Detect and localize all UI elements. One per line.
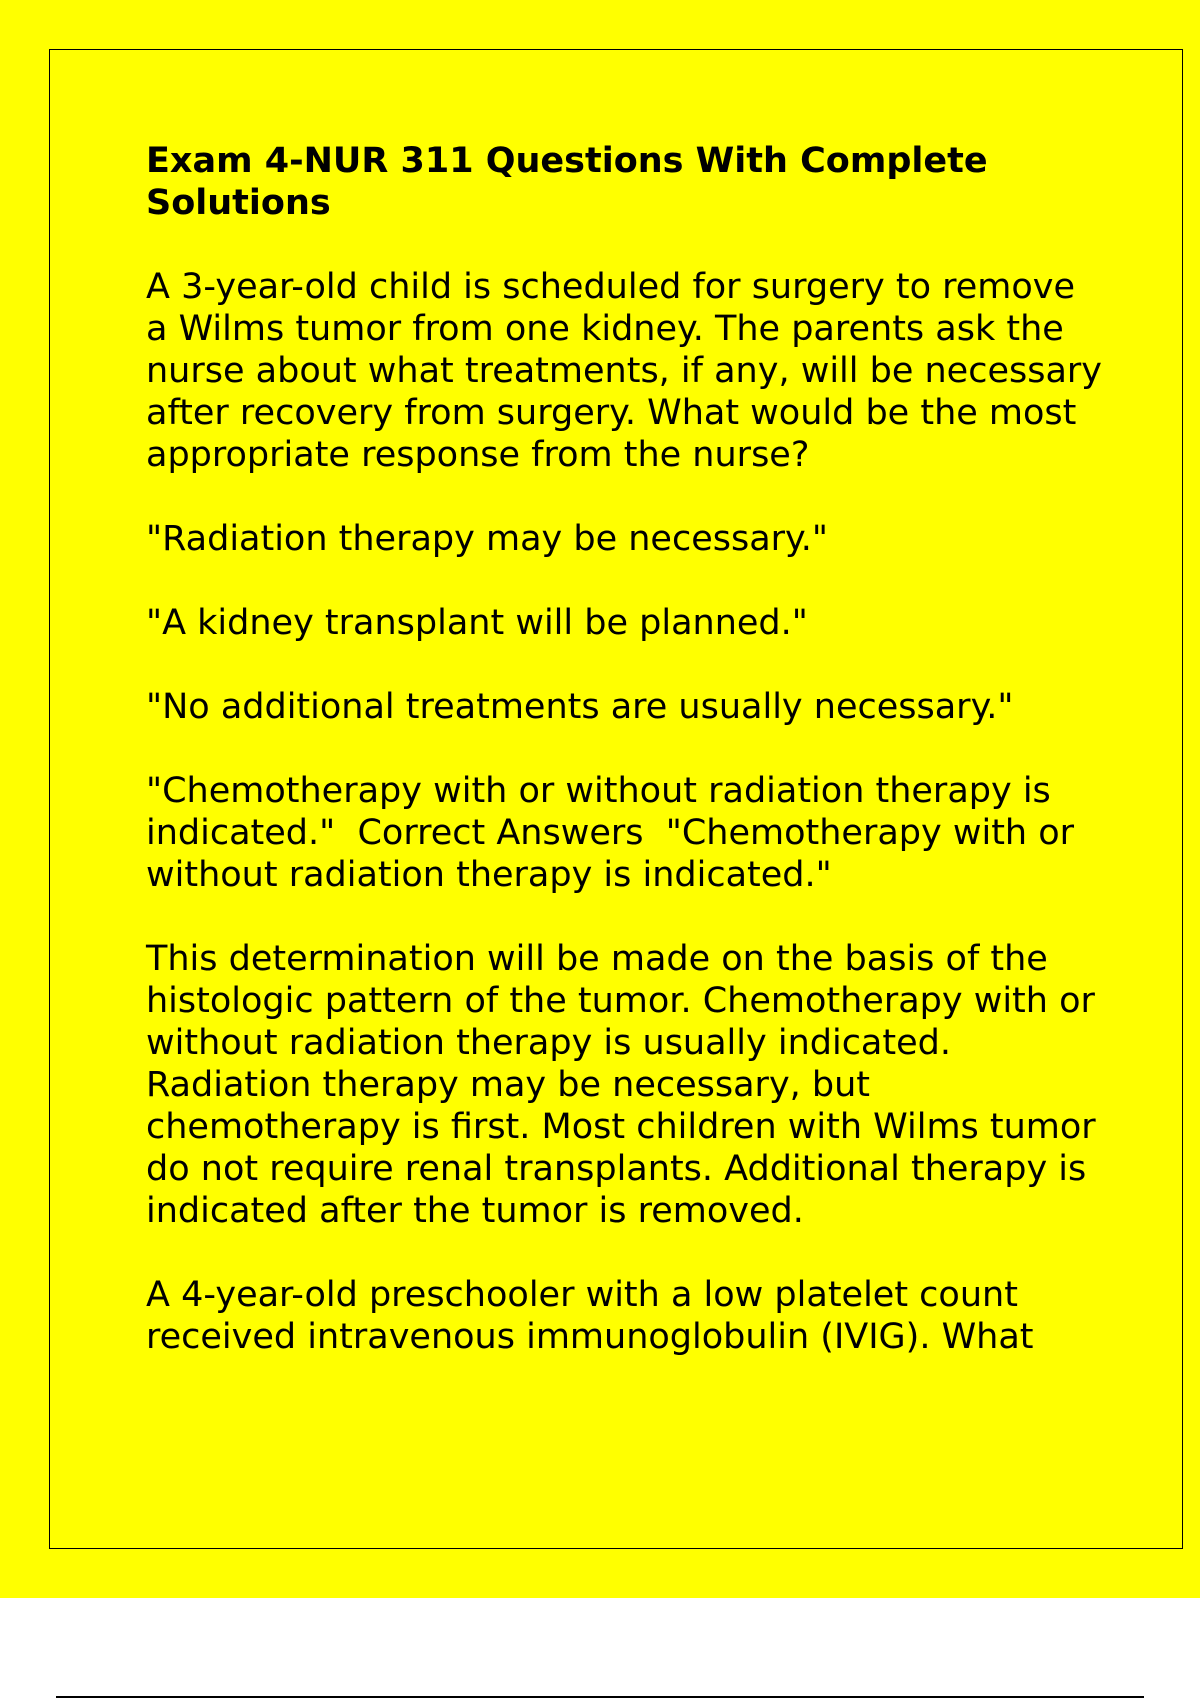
answer-option-chemotherapy-correct: "Chemotherapy with or without radiation therapy is indicated." Correct Answers "Chemotherapy with or without radiation therapy is indicated." (146, 771, 1086, 895)
answer-option-radiation: "Radiation therapy may be necessary." (146, 519, 828, 559)
answer-option-transplant: "A kidney transplant will be planned." (146, 603, 808, 643)
document-title: Exam 4-NUR 311 Questions With Complete Solutions (146, 141, 988, 223)
question-stem-ivig: A 4-year-old preschooler with a low platelet count received intravenous immunoglobulin (IVIG). What (146, 1275, 1034, 1357)
rationale-paragraph: This determination will be made on the basis of the histologic pattern of the tumor. Chemotherapy with or without radiation therapy is usually indicated. Radiation therapy may be necessary, but chemotherapy is first. Most children with Wilms tumor do not require renal transplants. Additional therapy is indicated after the tumor is removed. (146, 939, 1107, 1231)
answer-option-no-treatment: "No additional treatments are usually necessary." (146, 687, 1014, 727)
question-stem-wilms: A 3-year-old child is scheduled for surgery to remove a Wilms tumor from one kidney. The parents ask the nurse about what treatments, if any, will be necessary after recovery from surgery. What would be the most appropriate response from the nurse? (146, 267, 1114, 475)
bottom-divider (56, 1696, 1144, 1698)
document-content (146, 140, 1114, 1400)
